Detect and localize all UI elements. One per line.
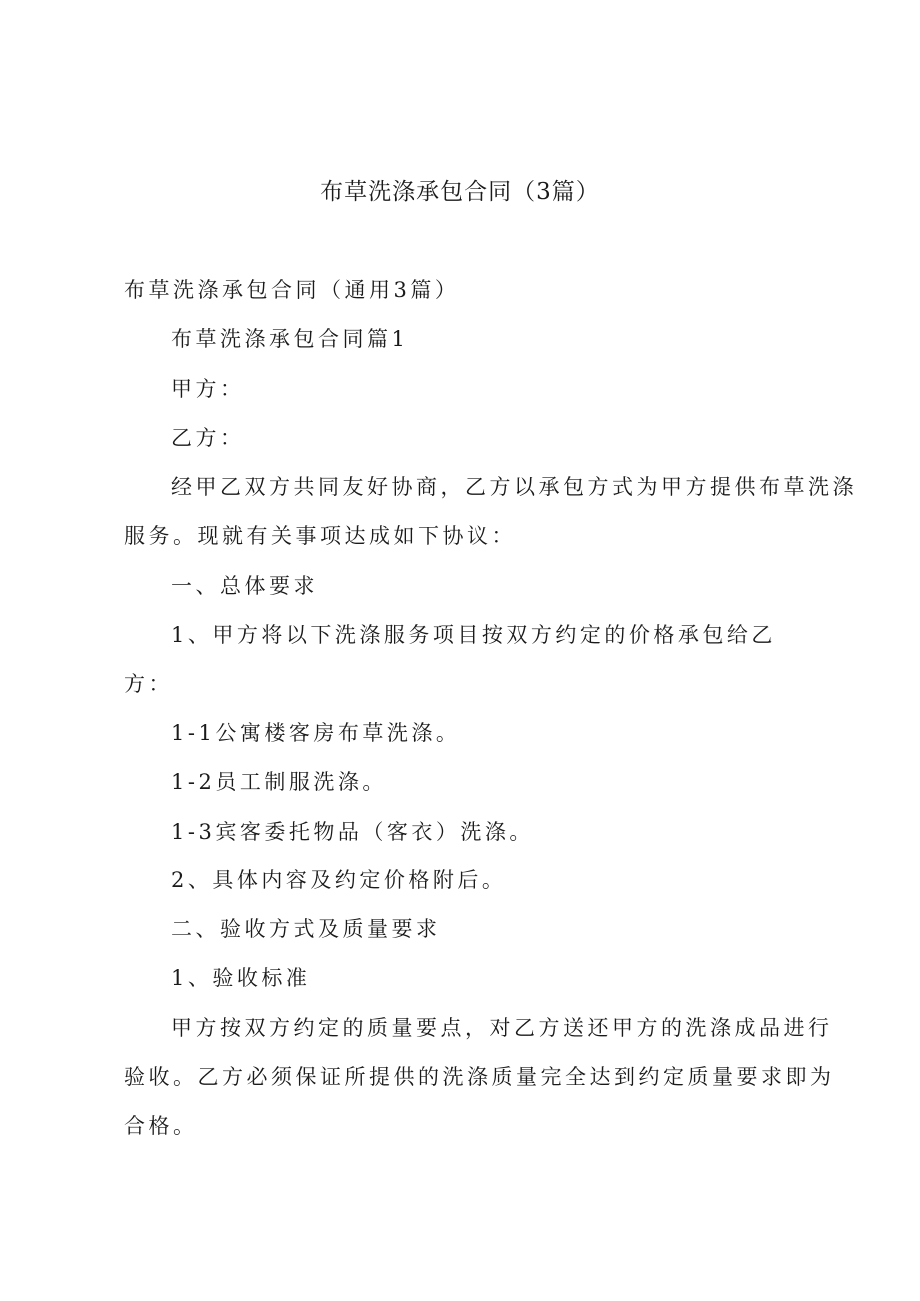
paragraph-line: 经甲乙双方共同友好协商，乙方以承包方式为甲方提供布草洗涤 [171,475,857,499]
list-item: 1-1公寓楼客房布草洗涤。 [171,721,461,745]
party-b-label: 乙方： [171,426,245,450]
sub-heading: 1、验收标准 [171,966,311,990]
paragraph-line: 方： [124,672,173,696]
paragraph-line: 1、甲方将以下洗涤服务项目按双方约定的价格承包给乙 [171,623,776,647]
paragraph-line: 甲方按双方约定的质量要点，对乙方送还甲方的洗涤成品进行 [171,1016,833,1040]
paragraph-line: 验收。乙方必须保证所提供的洗涤质量完全达到约定质量要求即为 [124,1065,835,1089]
party-a-label: 甲方： [171,377,245,401]
subtitle-line: 布草洗涤承包合同（通用3篇） [124,278,460,302]
list-item: 1-2员工制服洗涤。 [171,770,387,794]
clause-heading: 一、总体要求 [171,574,318,598]
paragraph-line: 服务。现就有关事项达成如下协议： [124,524,516,548]
list-item: 2、具体内容及约定价格附后。 [171,868,507,892]
section-heading: 布草洗涤承包合同篇1 [171,327,409,351]
paragraph-line: 合格。 [124,1114,198,1138]
document-title: 布草洗涤承包合同（3篇） [320,179,600,205]
list-item: 1-3宾客委托物品（客衣）洗涤。 [171,820,534,844]
clause-heading: 二、验收方式及质量要求 [171,917,441,941]
